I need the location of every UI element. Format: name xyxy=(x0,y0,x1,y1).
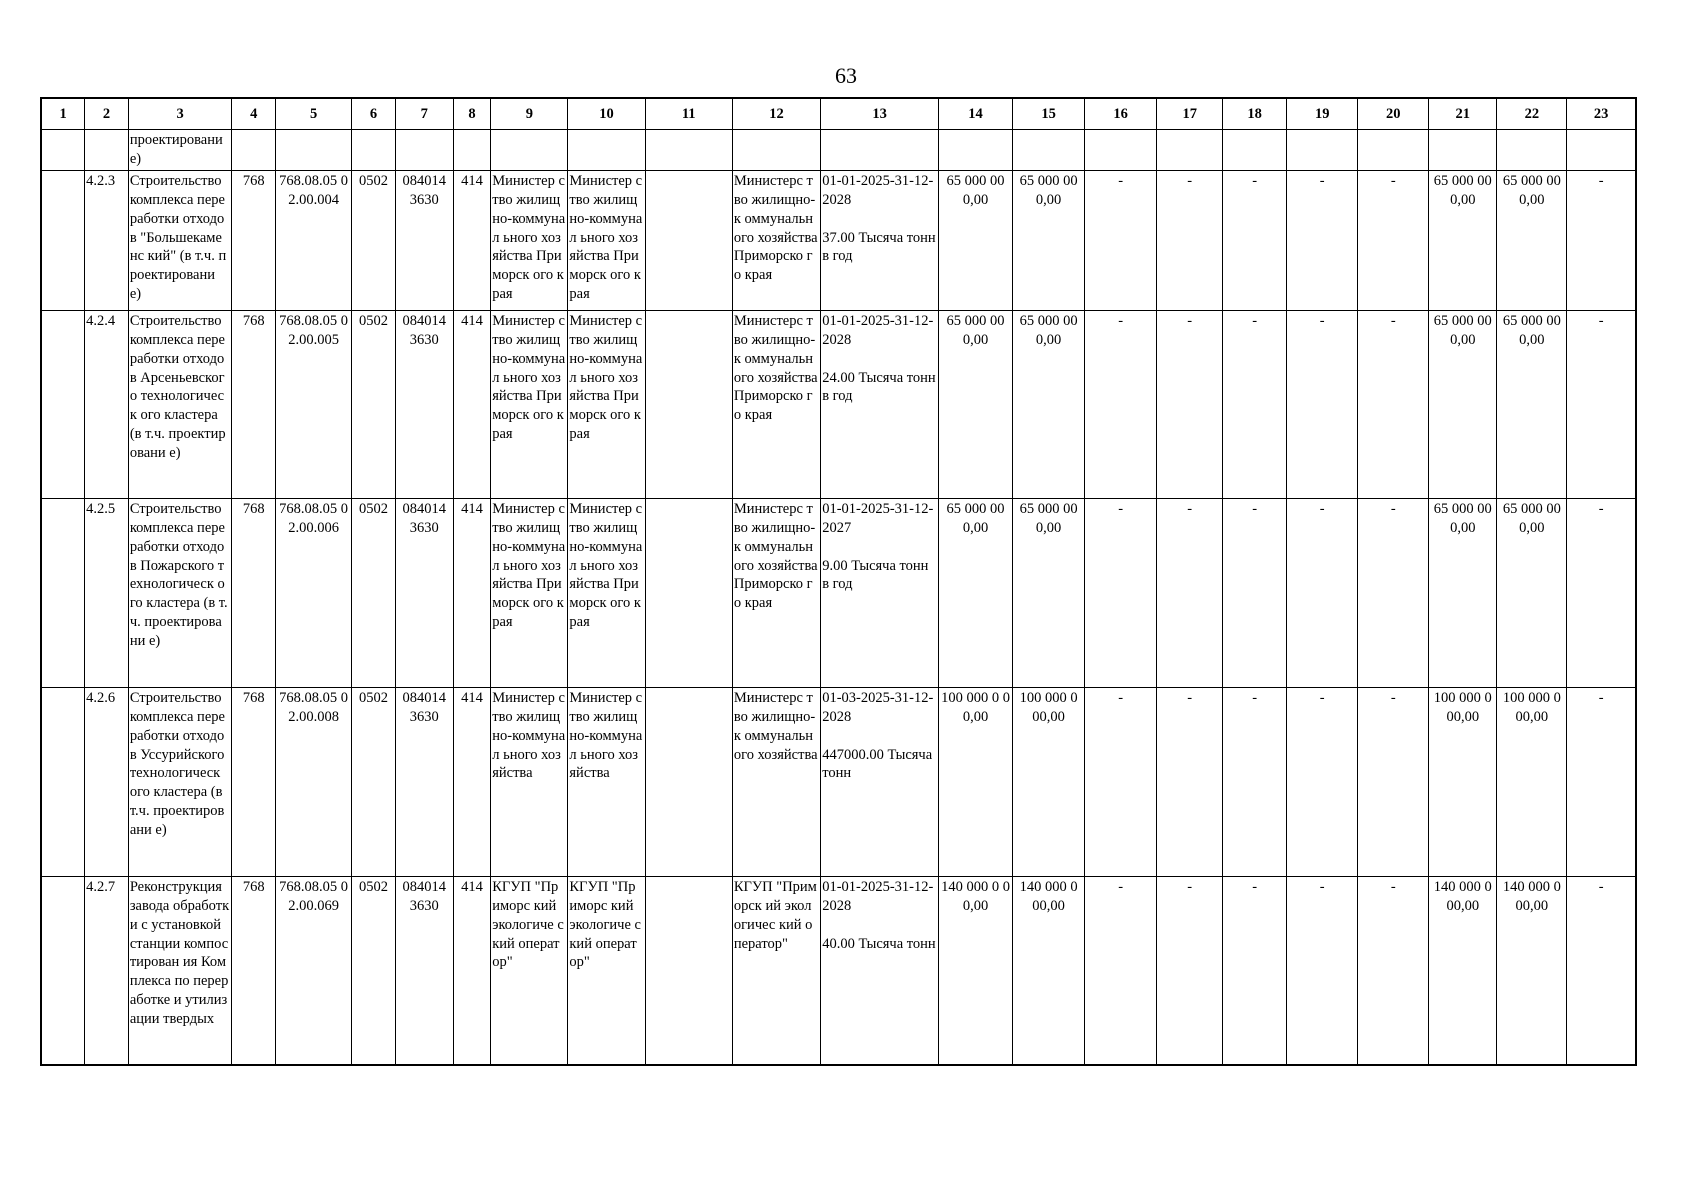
header-row xyxy=(41,98,1636,130)
budget-table xyxy=(40,97,1637,1066)
cell-c4: 768 xyxy=(232,687,276,876)
cell-c4: 768 xyxy=(232,498,276,687)
period-text: 01-03-2025-31-12-2028 xyxy=(822,689,934,725)
capacity-text: 37.00 Тысяча тонн в год xyxy=(822,229,936,265)
cell-c22: 65 000 00 0,00 xyxy=(1497,498,1567,687)
cell-c17: - xyxy=(1157,170,1223,310)
capacity-text: 24.00 Тысяча тонн в год xyxy=(822,369,936,405)
cell-name: Реконструкция завода обработки с установкой станции компостирован ия Комплекса по переработке и утилизации твердых xyxy=(128,876,232,1065)
cell-c20: - xyxy=(1358,498,1429,687)
cell-c4: 768 xyxy=(232,170,276,310)
cell-c5: 768.08.05 02.00.006 xyxy=(276,498,352,687)
cell-c12: Министерс тво жилищно-к оммунальн ого хозяйства Приморско го края xyxy=(732,310,820,498)
cell-c11 xyxy=(645,170,732,310)
cell-c18: - xyxy=(1223,687,1287,876)
cell-c21: 65 000 00 0,00 xyxy=(1429,310,1497,498)
cell-c23: - xyxy=(1567,498,1636,687)
column-header-4: 4 xyxy=(232,98,276,130)
table-row xyxy=(41,310,1636,498)
cell-c18: - xyxy=(1223,498,1287,687)
column-header-12: 12 xyxy=(732,98,820,130)
cell-c9: Министер ство жилищно-коммунал ьного хозяйства Приморск ого края xyxy=(491,170,568,310)
cell-c5: 768.08.05 02.00.008 xyxy=(276,687,352,876)
cell-c17: - xyxy=(1157,876,1223,1065)
column-header-21: 21 xyxy=(1429,98,1497,130)
cell-c15: 100 000 0 00,00 xyxy=(1013,687,1085,876)
column-header-10: 10 xyxy=(568,98,645,130)
cell-c9: Министер ство жилищно-коммунал ьного хозяйства Приморск ого края xyxy=(491,310,568,498)
cell-name: Строительство комплекса переработки отходов Уссурийского технологическ ого кластера (в т.ч. проектировани е) xyxy=(128,687,232,876)
period-text: 01-01-2025-31-12-2027 xyxy=(822,500,934,536)
table-header xyxy=(41,98,1636,130)
cell-empty xyxy=(41,687,85,876)
cell-c8: 414 xyxy=(453,498,491,687)
cell-c12: Министерс тво жилищно-к оммунальн ого хозяйства Приморско го края xyxy=(732,170,820,310)
cell-c6: 0502 xyxy=(352,170,396,310)
cell-num: 4.2.3 xyxy=(85,170,129,310)
table-body xyxy=(41,130,1636,1066)
column-header-6: 6 xyxy=(352,98,396,130)
cell-c7: 084014 3630 xyxy=(395,170,453,310)
cell-empty xyxy=(41,170,85,310)
cell-period-capacity xyxy=(821,310,939,498)
column-header-3: 3 xyxy=(128,98,232,130)
cell-name: Строительство комплекса переработки отходов Арсеньевского технологическ ого кластера (в т.ч. проектировани е) xyxy=(128,310,232,498)
cell-name: Строительство комплекса переработки отходов "Большекаменс кий" (в т.ч. проектировани е) xyxy=(128,170,232,310)
period-text: 01-01-2025-31-12-2028 xyxy=(822,172,934,208)
column-header-7: 7 xyxy=(395,98,453,130)
cell-c15: 65 000 00 0,00 xyxy=(1013,310,1085,498)
cell-c8: 414 xyxy=(453,876,491,1065)
column-header-19: 19 xyxy=(1287,98,1358,130)
cell-c12: Министерс тво жилищно-к оммунальн ого хозяйства Приморско го края xyxy=(732,498,820,687)
continuation-text: проектировани е) xyxy=(128,130,232,171)
capacity-text: 40.00 Тысяча тонн xyxy=(822,935,936,952)
cell-c16: - xyxy=(1085,687,1157,876)
cell-c7: 084014 3630 xyxy=(395,876,453,1065)
cell-c11 xyxy=(645,876,732,1065)
cell-c16: - xyxy=(1085,876,1157,1065)
column-header-22: 22 xyxy=(1497,98,1567,130)
cell-c22: 65 000 00 0,00 xyxy=(1497,310,1567,498)
cell-c22: 140 000 0 00,00 xyxy=(1497,876,1567,1065)
column-header-5: 5 xyxy=(276,98,352,130)
capacity-text: 9.00 Тысяча тонн в год xyxy=(822,557,929,593)
cell-c10: Министер ство жилищно-коммунал ьного хозяйства Приморск ого края xyxy=(568,170,645,310)
column-header-18: 18 xyxy=(1223,98,1287,130)
table-row xyxy=(41,687,1636,876)
column-header-14: 14 xyxy=(938,98,1012,130)
cell-c17: - xyxy=(1157,687,1223,876)
cell-c12: Министерс тво жилищно-к оммунальн ого хозяйства xyxy=(732,687,820,876)
cell-c11 xyxy=(645,687,732,876)
cell-c7: 084014 3630 xyxy=(395,310,453,498)
column-header-20: 20 xyxy=(1358,98,1429,130)
cell-c6: 0502 xyxy=(352,498,396,687)
cell-period-capacity xyxy=(821,876,939,1065)
cell-c23: - xyxy=(1567,876,1636,1065)
cell-c23: - xyxy=(1567,170,1636,310)
page-number: 63 xyxy=(835,63,857,88)
cell-c9: КГУП "Приморс кий экологиче ский оператор" xyxy=(491,876,568,1065)
cell-period-capacity xyxy=(821,170,939,310)
cell-c21: 140 000 0 00,00 xyxy=(1429,876,1497,1065)
cell-c19: - xyxy=(1287,876,1358,1065)
column-header-1: 1 xyxy=(41,98,85,130)
cell-c14: 140 000 0 00,00 xyxy=(938,876,1012,1065)
column-header-16: 16 xyxy=(1085,98,1157,130)
cell-c14: 65 000 00 0,00 xyxy=(938,170,1012,310)
cell-c6: 0502 xyxy=(352,687,396,876)
cell-num: 4.2.4 xyxy=(85,310,129,498)
cell-c21: 65 000 00 0,00 xyxy=(1429,498,1497,687)
cell-c16: - xyxy=(1085,498,1157,687)
column-header-2: 2 xyxy=(85,98,129,130)
cell-c18: - xyxy=(1223,310,1287,498)
cell-c7: 084014 3630 xyxy=(395,498,453,687)
cell-c21: 65 000 00 0,00 xyxy=(1429,170,1497,310)
cell-c14: 65 000 00 0,00 xyxy=(938,498,1012,687)
cell-empty xyxy=(41,498,85,687)
column-header-17: 17 xyxy=(1157,98,1223,130)
cell-c8: 414 xyxy=(453,170,491,310)
cell-c9: Министер ство жилищно-коммунал ьного хозяйства Приморск ого края xyxy=(491,498,568,687)
cell-c21: 100 000 0 00,00 xyxy=(1429,687,1497,876)
cell-c8: 414 xyxy=(453,687,491,876)
cell-c20: - xyxy=(1358,310,1429,498)
cell-c5: 768.08.05 02.00.004 xyxy=(276,170,352,310)
cell-empty xyxy=(41,310,85,498)
cell-num: 4.2.6 xyxy=(85,687,129,876)
cell-c10: Министер ство жилищно-коммунал ьного хозяйства xyxy=(568,687,645,876)
cell-c17: - xyxy=(1157,310,1223,498)
column-header-13: 13 xyxy=(821,98,939,130)
cell-c8: 414 xyxy=(453,310,491,498)
cell-c7: 084014 3630 xyxy=(395,687,453,876)
cell-c20: - xyxy=(1358,170,1429,310)
cell-c19: - xyxy=(1287,498,1358,687)
cell-num: 4.2.7 xyxy=(85,876,129,1065)
cell-c16: - xyxy=(1085,170,1157,310)
cell-c19: - xyxy=(1287,687,1358,876)
cell-c15: 140 000 0 00,00 xyxy=(1013,876,1085,1065)
cell-c5: 768.08.05 02.00.069 xyxy=(276,876,352,1065)
period-text: 01-01-2025-31-12-2028 xyxy=(822,312,934,348)
cell-c16: - xyxy=(1085,310,1157,498)
cell-c11 xyxy=(645,498,732,687)
cell-c22: 100 000 0 00,00 xyxy=(1497,687,1567,876)
cell-c10: КГУП "Приморс кий экологиче ский оператор" xyxy=(568,876,645,1065)
table-row xyxy=(41,170,1636,310)
cell-empty xyxy=(41,876,85,1065)
period-text: 01-01-2025-31-12-2028 xyxy=(822,878,934,914)
cell-c14: 100 000 0 00,00 xyxy=(938,687,1012,876)
cell-c19: - xyxy=(1287,310,1358,498)
cell-c9: Министер ство жилищно-коммунал ьного хозяйства xyxy=(491,687,568,876)
cell-c18: - xyxy=(1223,876,1287,1065)
cell-c20: - xyxy=(1358,876,1429,1065)
cell-c10: Министер ство жилищно-коммунал ьного хозяйства Приморск ого края xyxy=(568,310,645,498)
cell-c15: 65 000 00 0,00 xyxy=(1013,170,1085,310)
cell-c6: 0502 xyxy=(352,310,396,498)
cell-c20: - xyxy=(1358,687,1429,876)
cell-c12: КГУП "Приморск ий экологичес кий оператор" xyxy=(732,876,820,1065)
cell-c5: 768.08.05 02.00.005 xyxy=(276,310,352,498)
cell-c23: - xyxy=(1567,310,1636,498)
cell-c15: 65 000 00 0,00 xyxy=(1013,498,1085,687)
cell-c23: - xyxy=(1567,687,1636,876)
column-header-9: 9 xyxy=(491,98,568,130)
cell-num: 4.2.5 xyxy=(85,498,129,687)
cell-name: Строительство комплекса переработки отходов Пожарского технологическ ого кластера (в т.ч. проектировани е) xyxy=(128,498,232,687)
cell-c14: 65 000 00 0,00 xyxy=(938,310,1012,498)
cell-c6: 0502 xyxy=(352,876,396,1065)
cell-c19: - xyxy=(1287,170,1358,310)
cell-c4: 768 xyxy=(232,876,276,1065)
column-header-23: 23 xyxy=(1567,98,1636,130)
column-header-11: 11 xyxy=(645,98,732,130)
cell-period-capacity xyxy=(821,498,939,687)
table-row xyxy=(41,498,1636,687)
cell-c18: - xyxy=(1223,170,1287,310)
cell-c17: - xyxy=(1157,498,1223,687)
cell-c22: 65 000 00 0,00 xyxy=(1497,170,1567,310)
column-header-8: 8 xyxy=(453,98,491,130)
cell-c4: 768 xyxy=(232,310,276,498)
cell-period-capacity xyxy=(821,687,939,876)
table-row xyxy=(41,876,1636,1065)
column-header-15: 15 xyxy=(1013,98,1085,130)
cell-c10: Министер ство жилищно-коммунал ьного хозяйства Приморск ого края xyxy=(568,498,645,687)
capacity-text: 447000.00 Тысяча тонн xyxy=(822,746,933,782)
continuation-row xyxy=(41,130,1636,171)
cell-c11 xyxy=(645,310,732,498)
